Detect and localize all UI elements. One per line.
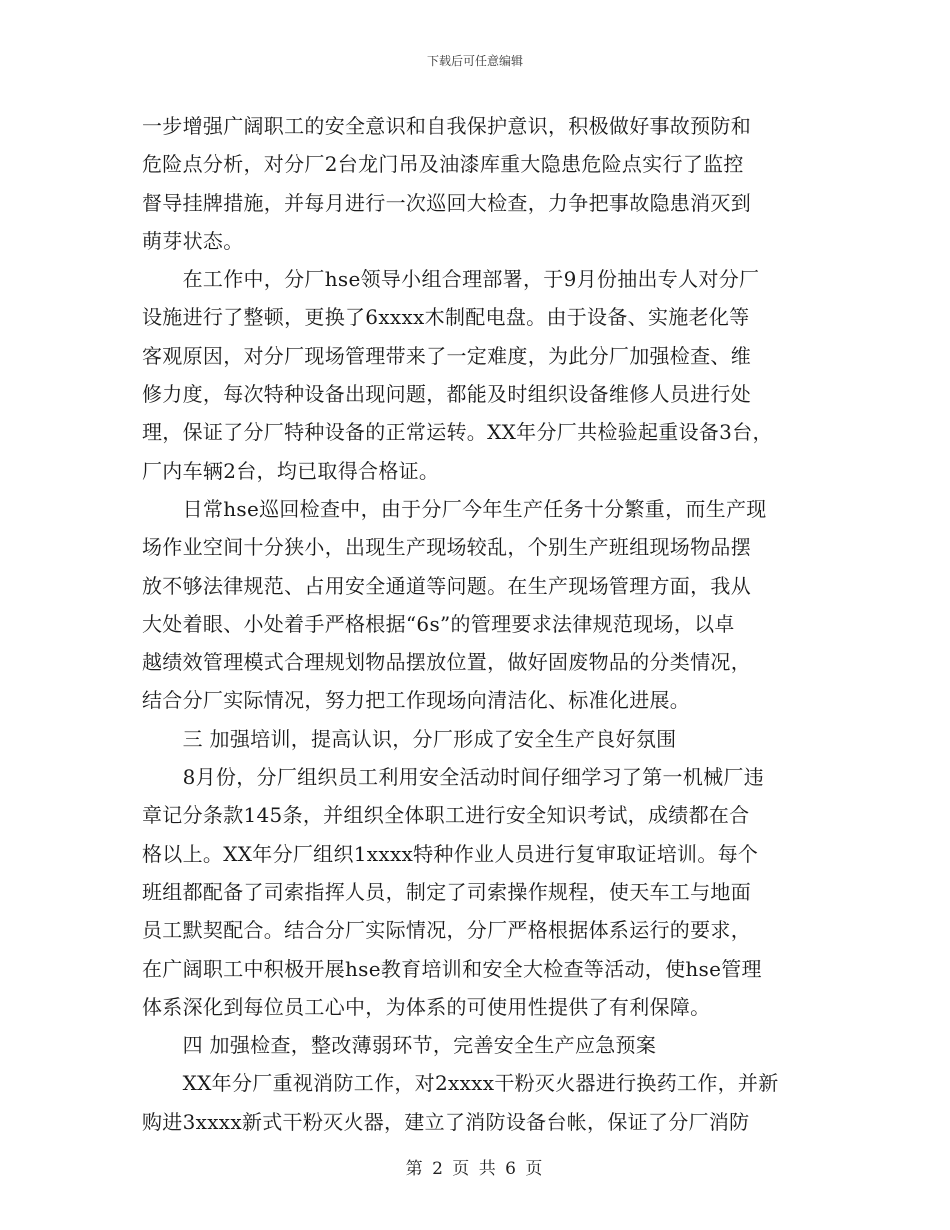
text-line: 越绩效管理模式合理规划物品摆放位置，做好固废物品的分类情况， (142, 650, 751, 675)
text-line: 放不够法律规范、占用安全通道等问题。在生产现场管理方面，我从 (142, 573, 751, 598)
text-line: 员工默契配合。结合分厂实际情况，分厂严格根据体系运行的要求， (142, 918, 751, 943)
text-line: 厂内车辆2台，均已取得合格证。 (142, 458, 440, 483)
text-line: 督导挂牌措施，并每月进行一次巡回大检查，力争把事故隐患消灭到 (142, 190, 751, 215)
text-line: 8月份，分厂组织员工利用安全活动时间仔细学习了第一机械厂违 (142, 765, 765, 790)
text-line: 格以上。XX年分厂组织1xxxx特种作业人员进行复审取证培训。每个 (142, 841, 759, 866)
section-heading: 三 加强培训，提高认识，分厂形成了安全生产良好氛围 (142, 726, 677, 751)
text-line: 购进3xxxx新式干粉灭火器，建立了消防设备台帐，保证了分厂消防 (142, 1109, 750, 1134)
page-header: 下载后可任意编辑 (426, 54, 523, 68)
text-line: 设施进行了整顿，更换了6xxxx木制配电盘。由于设备、实施老化等 (142, 305, 750, 330)
text-line: 客观原因，对分厂现场管理带来了一定难度，为此分厂加强检查、维 (142, 343, 751, 368)
page-number: 第 2 页 共 6 页 (405, 1159, 545, 1179)
text-line: 体系深化到每位员工心中，为体系的可使用性提供了有利保障。 (142, 994, 711, 1019)
text-line: 萌芽状态。 (142, 228, 244, 253)
section-heading: 四 加强检查，整改薄弱环节，完善安全生产应急预案 (142, 1033, 657, 1058)
text-line: 在工作中，分厂hse领导小组合理部署，于9月份抽出专人对分厂 (142, 267, 760, 292)
text-line: 章记分条款145条，并组织全体职工进行安全知识考试，成绩都在合 (142, 803, 750, 828)
text-line: 理，保证了分厂特种设备的正常运转。XX年分厂共检验起重设备3台， (142, 420, 773, 445)
text-line: 修力度，每次特种设备出现问题，都能及时组织设备维修人员进行处 (142, 382, 751, 407)
text-line: 在广阔职工中积极开展hse教育培训和安全大检查等活动，使hse管理 (142, 956, 762, 981)
text-line: 大处着眼、小处着手严格根据“6s”的管理要求法律规范现场，以卓 (142, 611, 735, 636)
text-line: 结合分厂实际情况，努力把工作现场向清洁化、标准化进展。 (142, 688, 691, 713)
text-line: 一步增强广阔职工的安全意识和自我保护意识，积极做好事故预防和 (142, 114, 751, 138)
document-body (142, 107, 812, 1141)
text-line: XX年分厂重视消防工作，对2xxxx干粉灭火器进行换药工作，并新 (142, 1071, 779, 1096)
text-line: 班组都配备了司索指挥人员，制定了司索操作规程，使天车工与地面 (142, 879, 751, 904)
text-line: 日常hse巡回检查中，由于分厂今年生产任务十分繁重，而生产现 (142, 496, 767, 521)
text-line: 场作业空间十分狭小，出现生产现场较乱，个别生产班组现场物品摆 (142, 535, 751, 560)
text-line: 危险点分析，对分厂2台龙门吊及油漆库重大隐患危险点实行了监控 (142, 152, 744, 177)
